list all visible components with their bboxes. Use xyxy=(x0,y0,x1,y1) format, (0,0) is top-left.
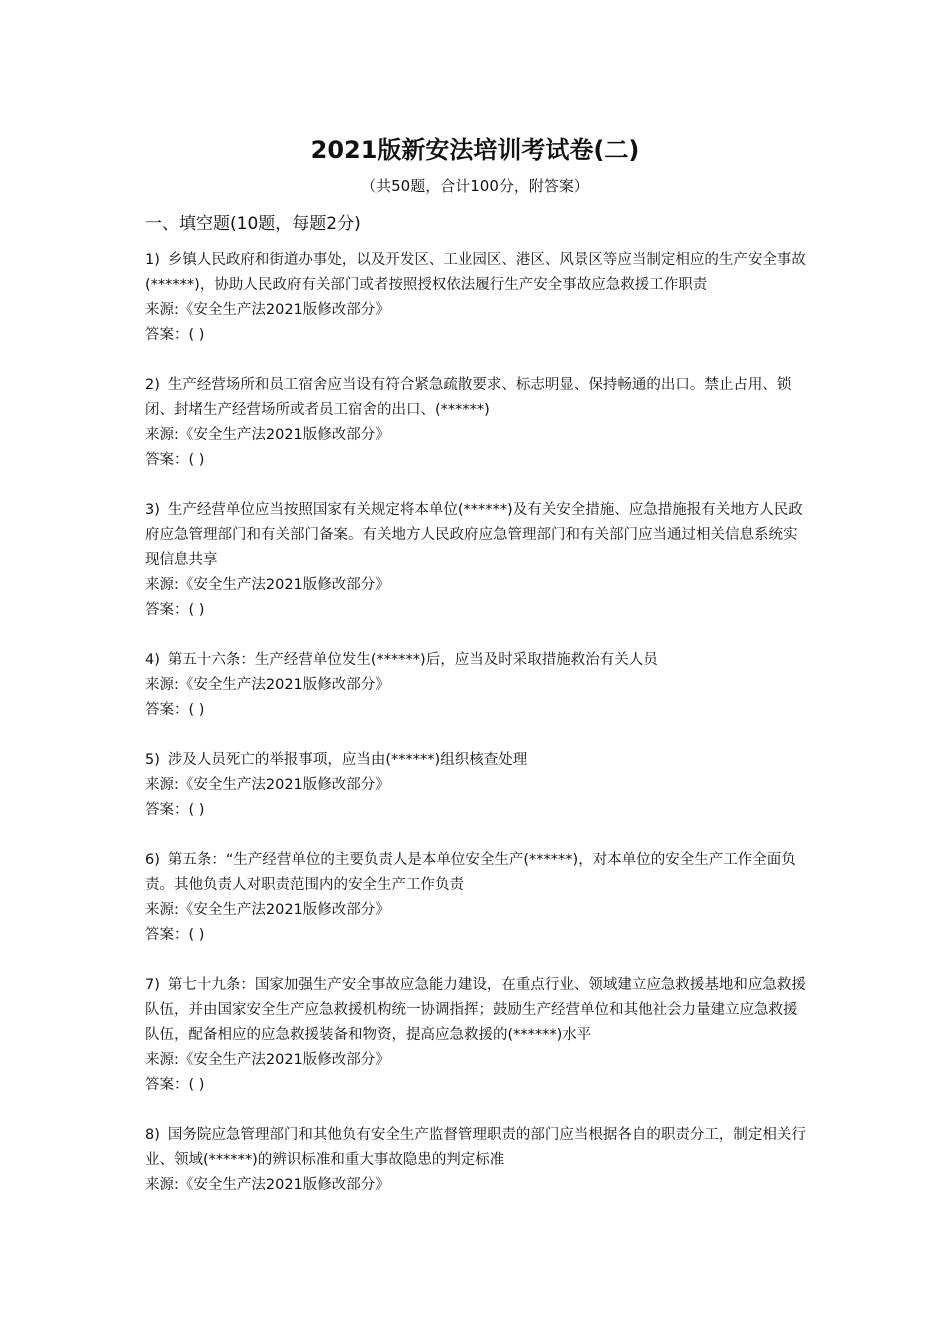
question-text: 第五条：“生产经营单位的主要负责人是本单位安全生产(******)，对本单位的安全生产工作全面负责。其他负责人对职责范围内的安全生产工作负责 xyxy=(145,852,796,893)
question-answer: 答案：( ) xyxy=(145,452,205,468)
page-subtitle: （共50题，合计100分，附答案） xyxy=(361,177,589,195)
question-answer: 答案：( ) xyxy=(145,702,205,718)
question-text-block xyxy=(145,1123,810,1173)
question-text: 国务院应急管理部门和其他负有安全生产监督管理职责的部门应当根据各自的职责分工，制定相关行业、领域(******)的辨识标准和重大事故隐患的判定标准 xyxy=(145,1127,806,1168)
question-number: 6) xyxy=(145,852,160,868)
question-item xyxy=(145,373,810,473)
question-answer: 答案：( ) xyxy=(145,602,205,618)
question-number: 3) xyxy=(145,502,160,518)
question-text: 涉及人员死亡的举报事项，应当由(******)组织核查处理 xyxy=(167,752,528,768)
question-item xyxy=(145,973,810,1098)
question-text: 生产经营场所和员工宿舍应当设有符合紧急疏散要求、标志明显、保持畅通的出口。禁止占用、锁闭、封堵生产经营场所或者员工宿舍的出口、(******) xyxy=(145,377,792,418)
question-item xyxy=(145,848,810,948)
question-answer: 答案：( ) xyxy=(145,927,205,943)
question-answer: 答案：( ) xyxy=(145,327,205,343)
question-text-block xyxy=(145,648,810,673)
question-number: 8) xyxy=(145,1127,160,1143)
question-source: 来源:《安全生产法2021版修改部分》 xyxy=(145,777,390,793)
question-answer: 答案：( ) xyxy=(145,802,205,818)
question-number: 5) xyxy=(145,752,160,768)
question-source: 来源:《安全生产法2021版修改部分》 xyxy=(145,302,390,318)
question-number: 1) xyxy=(145,252,160,268)
page-title: 2021版新安法培训考试卷(二) xyxy=(310,136,640,164)
question-text: 第五十六条：生产经营单位发生(******)后，应当及时采取措施救治有关人员 xyxy=(167,652,658,668)
question-item xyxy=(145,1123,810,1198)
question-source: 来源:《安全生产法2021版修改部分》 xyxy=(145,577,390,593)
question-item xyxy=(145,248,810,348)
question-item xyxy=(145,498,810,623)
question-list xyxy=(145,248,810,1223)
question-source: 来源:《安全生产法2021版修改部分》 xyxy=(145,427,390,443)
question-text: 乡镇人民政府和街道办事处，以及开发区、工业园区、港区、风景区等应当制定相应的生产安全事故(******)，协助人民政府有关部门或者按照授权依法履行生产安全事故应急救援工作职责 xyxy=(145,252,806,293)
question-item xyxy=(145,748,810,823)
question-text-block xyxy=(145,498,810,573)
question-answer: 答案：( ) xyxy=(145,1077,205,1093)
question-source: 来源:《安全生产法2021版修改部分》 xyxy=(145,1177,390,1193)
question-text-block xyxy=(145,848,810,898)
question-number: 7) xyxy=(145,977,160,993)
question-number: 2) xyxy=(145,377,160,393)
question-text: 生产经营单位应当按照国家有关规定将本单位(******)及有关安全措施、应急措施报有关地方人民政府应急管理部门和有关部门备案。有关地方人民政府应急管理部门和有关部门应当通过相关信息系统实现信息共享 xyxy=(145,502,803,568)
question-text-block xyxy=(145,373,810,423)
question-text-block xyxy=(145,973,810,1048)
question-text: 第七十九条：国家加强生产安全事故应急能力建设，在重点行业、领域建立应急救援基地和应急救援队伍，并由国家安全生产应急救援机构统一协调指挥；鼓励生产经营单位和其他社会力量建立应急救援队伍，配备相应的应急救援装备和物资，提高应急救援的(******)水平 xyxy=(145,977,806,1043)
question-source: 来源:《安全生产法2021版修改部分》 xyxy=(145,902,390,918)
question-text-block xyxy=(145,248,810,298)
question-item xyxy=(145,648,810,723)
question-number: 4) xyxy=(145,652,160,668)
question-text-block xyxy=(145,748,810,773)
section-heading: 一、填空题(10题，每题2分) xyxy=(145,214,361,234)
question-source: 来源:《安全生产法2021版修改部分》 xyxy=(145,677,390,693)
question-source: 来源:《安全生产法2021版修改部分》 xyxy=(145,1052,390,1068)
